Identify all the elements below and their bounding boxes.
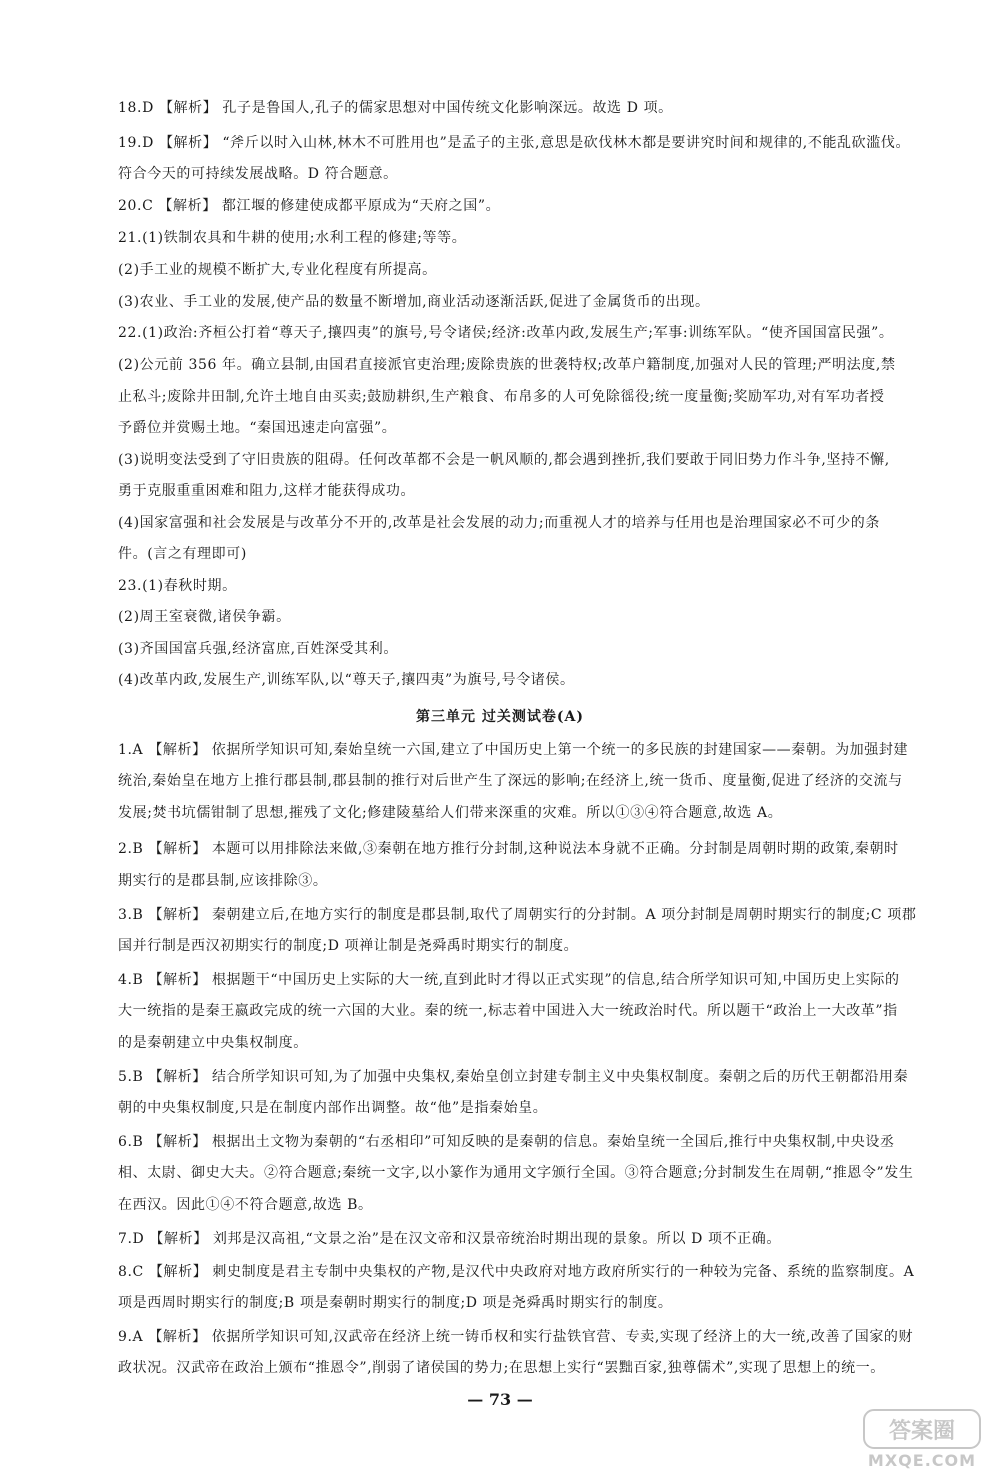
answer-line: 7.D 【解析】 刘邦是汉高祖,“文景之治”是在汉文帝和汉景帝统治时期出现的景象。所以 D 项不正确。 xyxy=(118,1231,781,1247)
answer-line: 件。(言之有理即可) xyxy=(118,546,247,562)
answer-line: 期实行的是郡县制,应该排除③。 xyxy=(118,873,328,889)
answer-line: (3)齐国国富兵强,经济富庶,百姓深受其利。 xyxy=(118,641,398,657)
answer-line: 2.B 【解析】 本题可以用排除法来做,③秦朝在地方推行分封制,这种说法本身就不正确。分封制是周朝时期的政策,秦朝时 xyxy=(118,841,899,857)
answer-line: 9.A 【解析】 依据所学知识可知,汉武帝在经济上统一铸币权和实行盐铁官营、专卖,实现了经济上的大一统,改善了国家的财 xyxy=(118,1329,914,1345)
answer-line: 大一统指的是秦王嬴政完成的统一六国的大业。秦的统一,标志着中国进入大一统政治时代。所以题干“政治上一大改革”指 xyxy=(118,1003,898,1019)
answer-line: 国并行制是西汉初期实行的制度;D 项禅让制是尧舜禹时期实行的制度。 xyxy=(118,938,579,954)
answer-line: 勇于克服重重困难和阻力,这样才能获得成功。 xyxy=(118,483,416,499)
answer-line: (3)农业、手工业的发展,使产品的数量不断增加,商业活动逐渐活跃,促进了金属货币的出现。 xyxy=(118,294,710,310)
answer-line: 相、太尉、御史大夫。②符合题意;秦统一文字,以小篆作为通用文字颁行全国。③符合题意;分封制发生在周朝,“推恩令”发生 xyxy=(118,1165,914,1181)
watermark-text-top: 答案圈 xyxy=(888,1419,956,1444)
answer-line: 朝的中央集权制度,只是在制度内部作出调整。故“他”是指秦始皇。 xyxy=(118,1100,548,1116)
answer-line: (4)改革内政,发展生产,训练军队,以“尊天子,攘四夷”为旗号,号令诸侯。 xyxy=(118,672,575,688)
watermark-logo xyxy=(862,1408,982,1472)
answer-line: 8.C 【解析】 刺史制度是君主专制中央集权的产物,是汉代中央政府对地方政府所实行的一种较为完备、系统的监察制度。A xyxy=(118,1264,915,1280)
answer-line: (2)公元前 356 年。确立县制,由国君直接派官吏治理;废除贵族的世袭特权;改革户籍制度,加强对人民的管理;严明法度,禁 xyxy=(118,357,896,373)
answer-line: 统治,秦始皇在地方上推行郡县制,郡县制的推行对后世产生了深远的影响;在经济上,统一货币、度量衡,促进了经济的交流与 xyxy=(118,773,903,789)
answer-line: 22.(1)政治:齐桓公打着“尊天子,攘四夷”的旗号,号令诸侯;经济:改革内政,发展生产;军事:训练军队。“使齐国国富民强”。 xyxy=(118,325,894,341)
answer-line: 21.(1)铁制农具和牛耕的使用;水利工程的修建;等等。 xyxy=(118,230,467,246)
answer-line: 在西汉。因此①④不符合题意,故选 B。 xyxy=(118,1197,373,1213)
page-number: — 73 — xyxy=(467,1390,533,1409)
answer-line: 18.D 【解析】 孔子是鲁国人,孔子的儒家思想对中国传统文化影响深远。故选 D 项。 xyxy=(118,100,673,116)
answer-line: 19.D 【解析】 “斧斤以时入山林,林木不可胜用也”是孟子的主张,意思是砍伐林木都是要讲究时间和规律的,不能乱砍滥伐。 xyxy=(118,135,911,151)
answer-line: (4)国家富强和社会发展是与改革分不开的,改革是社会发展的动力;而重视人才的培养与任用也是治理国家必不可少的条 xyxy=(118,515,880,531)
watermark-text-bottom: MXQE.COM xyxy=(867,1451,977,1470)
answer-line: 5.B 【解析】 结合所学知识可知,为了加强中央集权,秦始皇创立封建专制主义中央集权制度。秦朝之后的历代王朝都沿用秦 xyxy=(118,1069,909,1085)
answer-line: 3.B 【解析】 秦朝建立后,在地方实行的制度是郡县制,取代了周朝实行的分封制。A 项分封制是周朝时期实行的制度;C 项郡 xyxy=(118,907,917,923)
answer-line: 4.B 【解析】 根据题干“中国历史上实际的大一统,直到此时才得以正式实现”的信息,结合所学知识可知,中国历史上实际的 xyxy=(118,972,900,988)
answer-line: 23.(1)春秋时期。 xyxy=(118,578,237,594)
answer-line: 予爵位并赏赐土地。“秦国迅速走向富强”。 xyxy=(118,420,397,436)
answer-line: 符合今天的可持续发展战略。D 符合题意。 xyxy=(118,166,398,182)
answer-line: (2)周王室衰微,诸侯争霸。 xyxy=(118,609,291,625)
answer-line: 6.B 【解析】 根据出土文物为秦朝的“右丞相印”可知反映的是秦朝的信息。秦始皇统一全国后,推行中央集权制,中央设丞 xyxy=(118,1134,895,1150)
answer-line: 20.C 【解析】 都江堰的修建使成都平原成为“天府之国”。 xyxy=(118,198,501,214)
answer-line: 政状况。汉武帝在政治上颁布“推恩令”,削弱了诸侯国的势力;在思想上实行“罢黜百家,独尊儒术”,实现了思想上的统一。 xyxy=(118,1360,885,1376)
answer-line: 的是秦朝建立中央集权制度。 xyxy=(118,1035,308,1051)
answer-line: 项是西周时期实行的制度;B 项是秦朝时期实行的制度;D 项是尧舜禹时期实行的制度。 xyxy=(118,1295,673,1311)
answer-line: 1.A 【解析】 依据所学知识可知,秦始皇统一六国,建立了中国历史上第一个统一的多民族的封建国家——秦朝。为加强封建 xyxy=(118,742,909,758)
answer-line: (2)手工业的规模不断扩大,专业化程度有所提高。 xyxy=(118,262,437,278)
section-title: 第三单元 过关测试卷(A) xyxy=(416,709,584,725)
answer-line: 发展;焚书坑儒钳制了思想,摧残了文化;修建陵墓给人们带来深重的灾难。所以①③④符合题意,故选 A。 xyxy=(118,805,783,821)
answer-line: 止私斗;废除井田制,允许土地自由买卖;鼓励耕织,生产粮食、布帛多的人可免除徭役;统一度量衡;奖励军功,对有军功者授 xyxy=(118,389,885,405)
answer-line: (3)说明变法受到了守旧贵族的阻碍。任何改革都不会是一帆风顺的,都会遇到挫折,我们要敢于同旧势力作斗争,坚持不懈, xyxy=(118,452,890,468)
